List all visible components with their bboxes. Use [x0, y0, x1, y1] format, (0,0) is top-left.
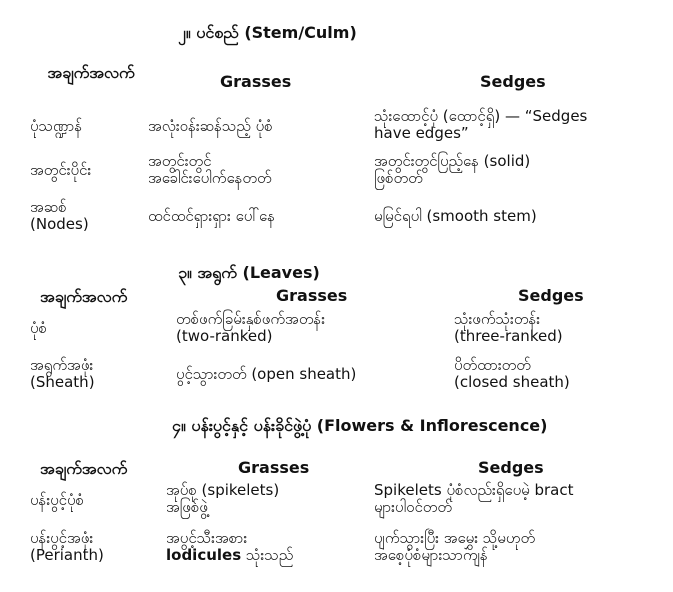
stem-row-1-grasses: အလုံးဝန်းဆန်သည့် ပုံစံ	[148, 117, 273, 135]
header-grasses-leaves: Grasses	[276, 286, 348, 305]
section-title-leaves: ၃။ အရွက် (Leaves)	[178, 263, 320, 282]
stem-row-2-sedges: အတွင်းတွင်ပြည့်နေ (solid) ဖြစ်တတ်	[374, 152, 531, 187]
flowers-row-1-grasses: အုပ်စု (spikelets) အဖြစ်ဖွဲ့	[166, 481, 280, 516]
leaves-row-2-feature: အရွက်အဖုံး (Sheath)	[30, 356, 95, 391]
flowers-row-1-sedges: Spikelets ပုံစံလည်းရှိပေမဲ့ bract များပါဝင်တတ်	[374, 481, 574, 516]
leaves-row-1-grasses: တစ်ဖက်ခြမ်းနှစ်ဖက်အတန်း (two-ranked)	[176, 310, 326, 345]
leaves-row-1-feature: ပုံစံ	[30, 319, 47, 337]
header-sedges-stem: Sedges	[480, 72, 546, 91]
section-title-flowers: ၄။ ပန်းပွင့်နှင့် ပန်းခိုင်ဖွဲ့ပုံ (Flowers & Inflorescence)	[172, 416, 548, 435]
header-sedges-flowers: Sedges	[478, 458, 544, 477]
leaves-row-2-grasses: ပွင့်သွားတတ် (open sheath)	[176, 365, 357, 383]
header-grasses-flowers: Grasses	[238, 458, 310, 477]
stem-row-3-feature: အဆစ် (Nodes)	[30, 198, 89, 233]
stem-row-2-feature: အတွင်းပိုင်း	[30, 161, 92, 179]
flowers-row-2-sedges: ပျက်သွားပြီး အမွှေး သို့မဟုတ် အစေ့ပုံစံများသာကျန်	[374, 529, 536, 564]
stem-row-1-feature: ပုံသဏ္ဍာန်	[30, 117, 83, 135]
section-title-stem: ၂။ ပင်စည် (Stem/Culm)	[178, 23, 357, 42]
flowers-row-2-grasses: အပွင့်သီးအစား lodicules သုံးသည်	[166, 529, 294, 564]
flowers-row-1-feature: ပန်းပွင့်ပုံစံ	[30, 491, 84, 509]
header-sedges-leaves: Sedges	[518, 286, 584, 305]
stem-row-3-sedges: မမြင်ရပါ (smooth stem)	[374, 207, 537, 225]
stem-row-3-grasses: ထင်ထင်ရှားရှား ပေါ်နေ	[148, 207, 275, 225]
stem-row-1-sedges: သုံးထောင့်ပုံ (ထောင့်ရှိ) — “Sedges have edges”	[374, 107, 588, 142]
header-feature-flowers: အချက်အလက်	[40, 459, 128, 478]
leaves-row-1-sedges: သုံးဖက်သုံးတန်း (three-ranked)	[454, 310, 563, 345]
stem-row-2-grasses: အတွင်းတွင် အခေါင်းပေါက်နေတတ်	[148, 152, 272, 187]
header-feature-leaves: အချက်အလက်	[40, 287, 128, 306]
leaves-row-2-sedges: ပိတ်ထားတတ် (closed sheath)	[454, 356, 570, 391]
header-feature-stem: အချက်အလက်	[47, 63, 135, 82]
header-grasses-stem: Grasses	[220, 72, 292, 91]
flowers-row-2-feature: ပန်းပွင့်အဖုံး (Perianth)	[30, 529, 104, 564]
